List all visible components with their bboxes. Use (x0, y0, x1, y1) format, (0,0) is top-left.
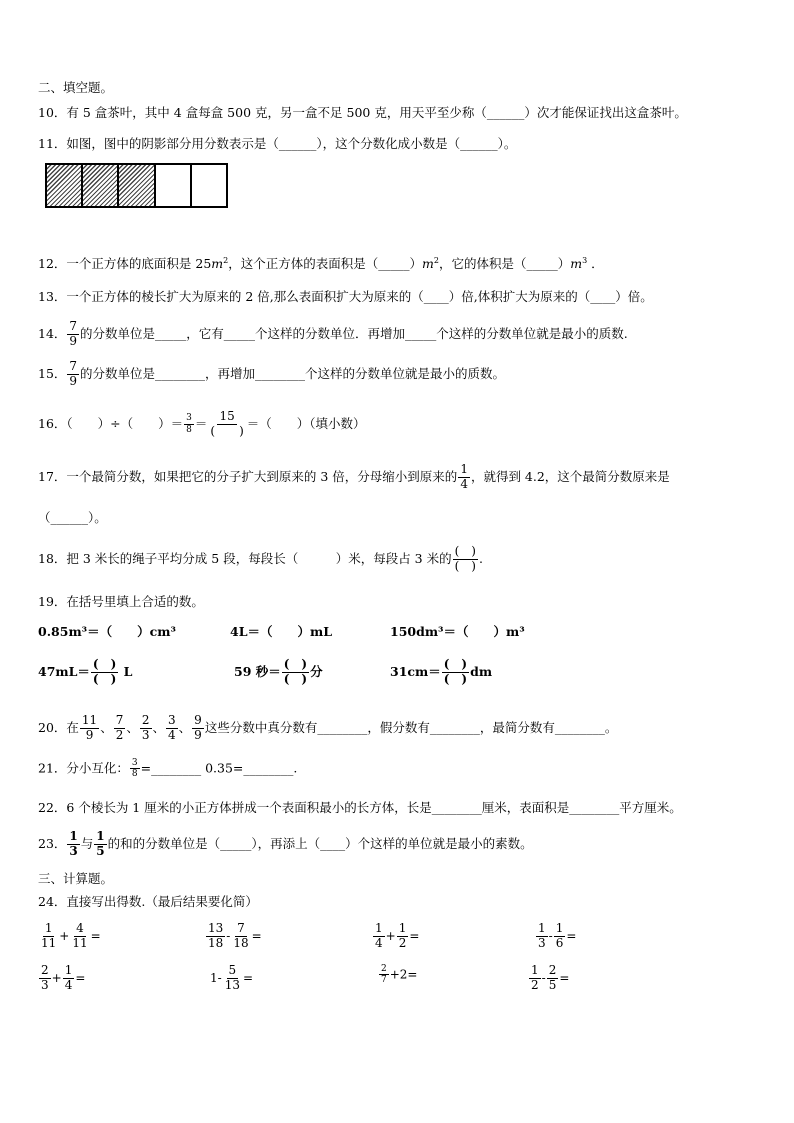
q19-row1-b: 4L＝（ ）mL (230, 624, 333, 639)
question-16: 16．（ ）÷（ ）＝ $\frac{3}{8}$ ＝ 15 ( ) ＝（ ）（填小数） (38, 409, 366, 438)
calc-8: $\frac{1}{2}$ - $\frac{2}{5}$ = (531, 963, 570, 992)
question-12: 12．一个正方体的底面积是 $25m^2$，这个正方体的表面积是$(\_\_\_\_\_)m^2$，它的体积是$(\_\_\_\_\_)m^3$ ． (38, 256, 604, 272)
question-18: 18．把 3 米长的绳子平均分成 5 段，每段长（ ）米，每段占 3 米的 ( ) ( ) . (38, 544, 483, 573)
calc-3: $\frac{1}{4}$ + $\frac{1}{2}$ = (375, 921, 420, 950)
question-11: 11．如图，图中的阴影部分用分数表示是（______），这个分数化成小数是（______）。 (38, 136, 517, 151)
calc-2: $\frac{13}{18}$ - $\frac{7}{18}$ = (208, 921, 262, 950)
calc-6: 1- $\frac{5}{13}$ = (210, 963, 254, 992)
empty-cell (156, 165, 192, 206)
question-14: 14． $\frac{7}{9}$ 的分数单位是_____，它有_____个这样的分数单位．再增加_____个这样的分数单位就是最小的质数. (38, 319, 628, 348)
q19-row2-a: 47mL＝ ( ) ( ) L (38, 657, 133, 686)
question-17: 17．一个最简分数，如果把它的分子扩大到原来的 3 倍，分母缩小到原来的 $\frac{1}{4}$ ，就得到 4.2，这个最简分数原来是 (38, 462, 670, 491)
section-heading-calc: 三、计算题。 (38, 871, 114, 886)
empty-cell (192, 165, 226, 206)
section-heading-fill: 二、填空题。 (38, 80, 114, 95)
calc-5: $\frac{2}{3}$ + $\frac{1}{4}$ = (41, 963, 86, 992)
q19-row2-b: 59 秒＝ ( ) ( ) 分 (234, 657, 323, 686)
question-21: 21．分小互化： $\frac{3}{8}$ =________ 0.35=________. (38, 758, 298, 780)
shaded-rectangle-figure (45, 163, 228, 208)
question-24: 24．直接写出得数.（最后结果要化简） (38, 894, 258, 909)
question-23: 23． $\frac{1}{3}$ 与 $\frac{1}{5}$ 的和的分数单位是（_____），再添上（____）个这样的单位就是最小的素数。 (38, 829, 533, 858)
q19-row1-a: 0.85m³＝（ ）cm³ (38, 624, 176, 639)
q19-row2-c: 31cm＝ ( ) ( ) dm (390, 657, 493, 686)
q19-row1-c: 150dm³＝（ ）m³ (390, 624, 525, 639)
question-20: 20．在 $\frac{11}{9}$ 、 $\frac{7}{2}$ 、 $\frac{2}{3}$ 、 $\frac{3}{4}$ 、 $\frac{9}{9}$ 这些分数中真分数有________，假分数有________，最简分数有________。 (38, 713, 618, 742)
question-19: 19．在括号里填上合适的数。 (38, 594, 204, 609)
question-15: 15． $\frac{7}{9}$ 的分数单位是________，再增加________个这样的分数单位就是最小的质数。 (38, 359, 506, 388)
shaded-cell (119, 165, 155, 206)
question-22: 22．6 个棱长为 1 厘米的小正方体拼成一个表面积最小的长方体，长是________厘米，表面积是________平方厘米。 (38, 800, 682, 815)
shaded-cell (83, 165, 119, 206)
question-13: 13．一个正方体的棱长扩大为原来的 2 倍,那么表面积扩大为原来的（____）倍,体积扩大为原来的（____）倍。 (38, 289, 653, 304)
calc-1: $\frac{1}{11}$ + $\frac{4}{11}$ = (41, 921, 101, 950)
question-17-answer: （______）。 (38, 510, 107, 525)
calc-7: $\frac{2}{7}$ +2= (381, 964, 418, 986)
calc-4: $\frac{1}{3}$ - $\frac{1}{6}$ = (538, 921, 577, 950)
question-10: 10．有 5 盒茶叶，其中 4 盒每盒 500 克，另一盒不足 500 克，用天平至少称（______）次才能保证找出这盒茶叶。 (38, 105, 687, 120)
shaded-cell (47, 165, 83, 206)
